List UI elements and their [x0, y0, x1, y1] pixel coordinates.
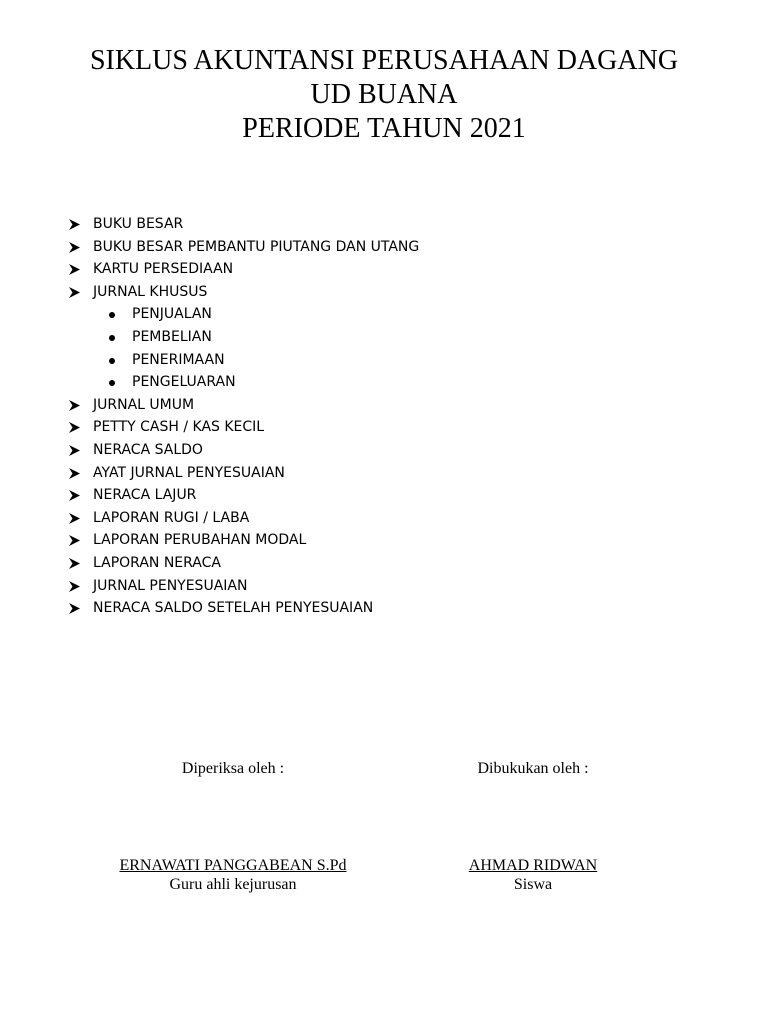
list-item-label: JURNAL PENYESUAIAN	[93, 577, 248, 594]
sub-list-item-label: PEMBELIAN	[132, 328, 212, 345]
arrow-icon	[68, 444, 81, 457]
sub-list-item	[68, 326, 419, 349]
list-item-label: LAPORAN PERUBAHAN MODAL	[93, 532, 307, 549]
arrow-icon	[68, 399, 81, 412]
examiner-name: ERNAWATI PANGGABEAN S.Pd	[119, 857, 347, 874]
arrow-icon	[68, 286, 81, 299]
signature-right-role	[383, 759, 683, 778]
sub-list-item-label: PENERIMAAN	[132, 351, 225, 368]
title-line-1: SIKLUS AKUNTANSI PERUSAHAAN DAGANG	[89, 45, 679, 76]
list-item-label: BUKU BESAR	[93, 216, 184, 232]
list-item	[68, 213, 419, 236]
title-line-3: PERIODE TAHUN 2021	[242, 113, 526, 144]
list-item	[68, 439, 419, 462]
list-item-label: LAPORAN RUGI / LABA	[93, 509, 250, 526]
arrow-icon	[68, 263, 81, 276]
title-line-2: UD BUANA	[310, 79, 458, 110]
sub-list-item	[68, 349, 419, 372]
signature-left	[83, 856, 383, 894]
arrow-icon	[68, 534, 81, 547]
list-item	[68, 258, 419, 281]
signature-left-role	[83, 759, 383, 778]
arrow-icon	[68, 467, 81, 480]
signature-right	[383, 856, 683, 894]
arrow-icon	[68, 241, 81, 254]
list-item-label: PETTY CASH / KAS KECIL	[93, 419, 265, 436]
bullet-icon	[109, 380, 115, 386]
list-item	[68, 529, 419, 552]
sub-list-item	[68, 371, 419, 394]
list-item	[68, 552, 419, 575]
sub-list-item	[68, 303, 419, 326]
document-title	[0, 44, 768, 146]
list-item-label: LAPORAN NERACA	[93, 554, 221, 571]
list-item	[68, 281, 419, 304]
list-item	[68, 236, 419, 259]
arrow-icon	[68, 602, 81, 615]
sub-list-item-label: PENGELUARAN	[132, 374, 236, 391]
list-item-label: JURNAL KHUSUS	[93, 283, 208, 300]
list-item	[68, 462, 419, 485]
bullet-icon	[109, 312, 115, 318]
list-item-label: BUKU BESAR PEMBANTU PIUTANG DAN UTANG	[93, 238, 420, 255]
list-item	[68, 507, 419, 530]
examined-by-label: Diperiksa oleh :	[181, 760, 285, 777]
bullet-icon	[109, 335, 115, 341]
sub-list-item-label: PENJUALAN	[132, 306, 212, 323]
bullet-icon	[109, 358, 115, 364]
cycle-list	[68, 213, 419, 620]
examiner-position: Guru ahli kejurusan	[169, 876, 297, 893]
arrow-icon	[68, 218, 81, 231]
list-item	[68, 597, 419, 620]
list-item	[68, 416, 419, 439]
arrow-icon	[68, 512, 81, 525]
recorder-position: Siswa	[513, 876, 553, 893]
arrow-icon	[68, 557, 81, 570]
list-item-label: AYAT JURNAL PENYESUAIAN	[93, 464, 285, 481]
list-item-label: JURNAL UMUM	[93, 396, 195, 413]
list-item-label: KARTU PERSEDIAAN	[93, 261, 234, 278]
list-item	[68, 394, 419, 417]
list-item-label: NERACA SALDO	[93, 441, 203, 458]
arrow-icon	[68, 489, 81, 502]
arrow-icon	[68, 580, 81, 593]
list-item-label: NERACA LAJUR	[93, 487, 197, 504]
list-item	[68, 575, 419, 598]
recorded-by-label: Dibukukan oleh :	[477, 760, 589, 777]
list-item	[68, 484, 419, 507]
list-item-label: NERACA SALDO SETELAH PENYESUAIAN	[93, 600, 374, 617]
recorder-name: AHMAD RIDWAN	[468, 857, 598, 874]
arrow-icon	[68, 421, 81, 434]
